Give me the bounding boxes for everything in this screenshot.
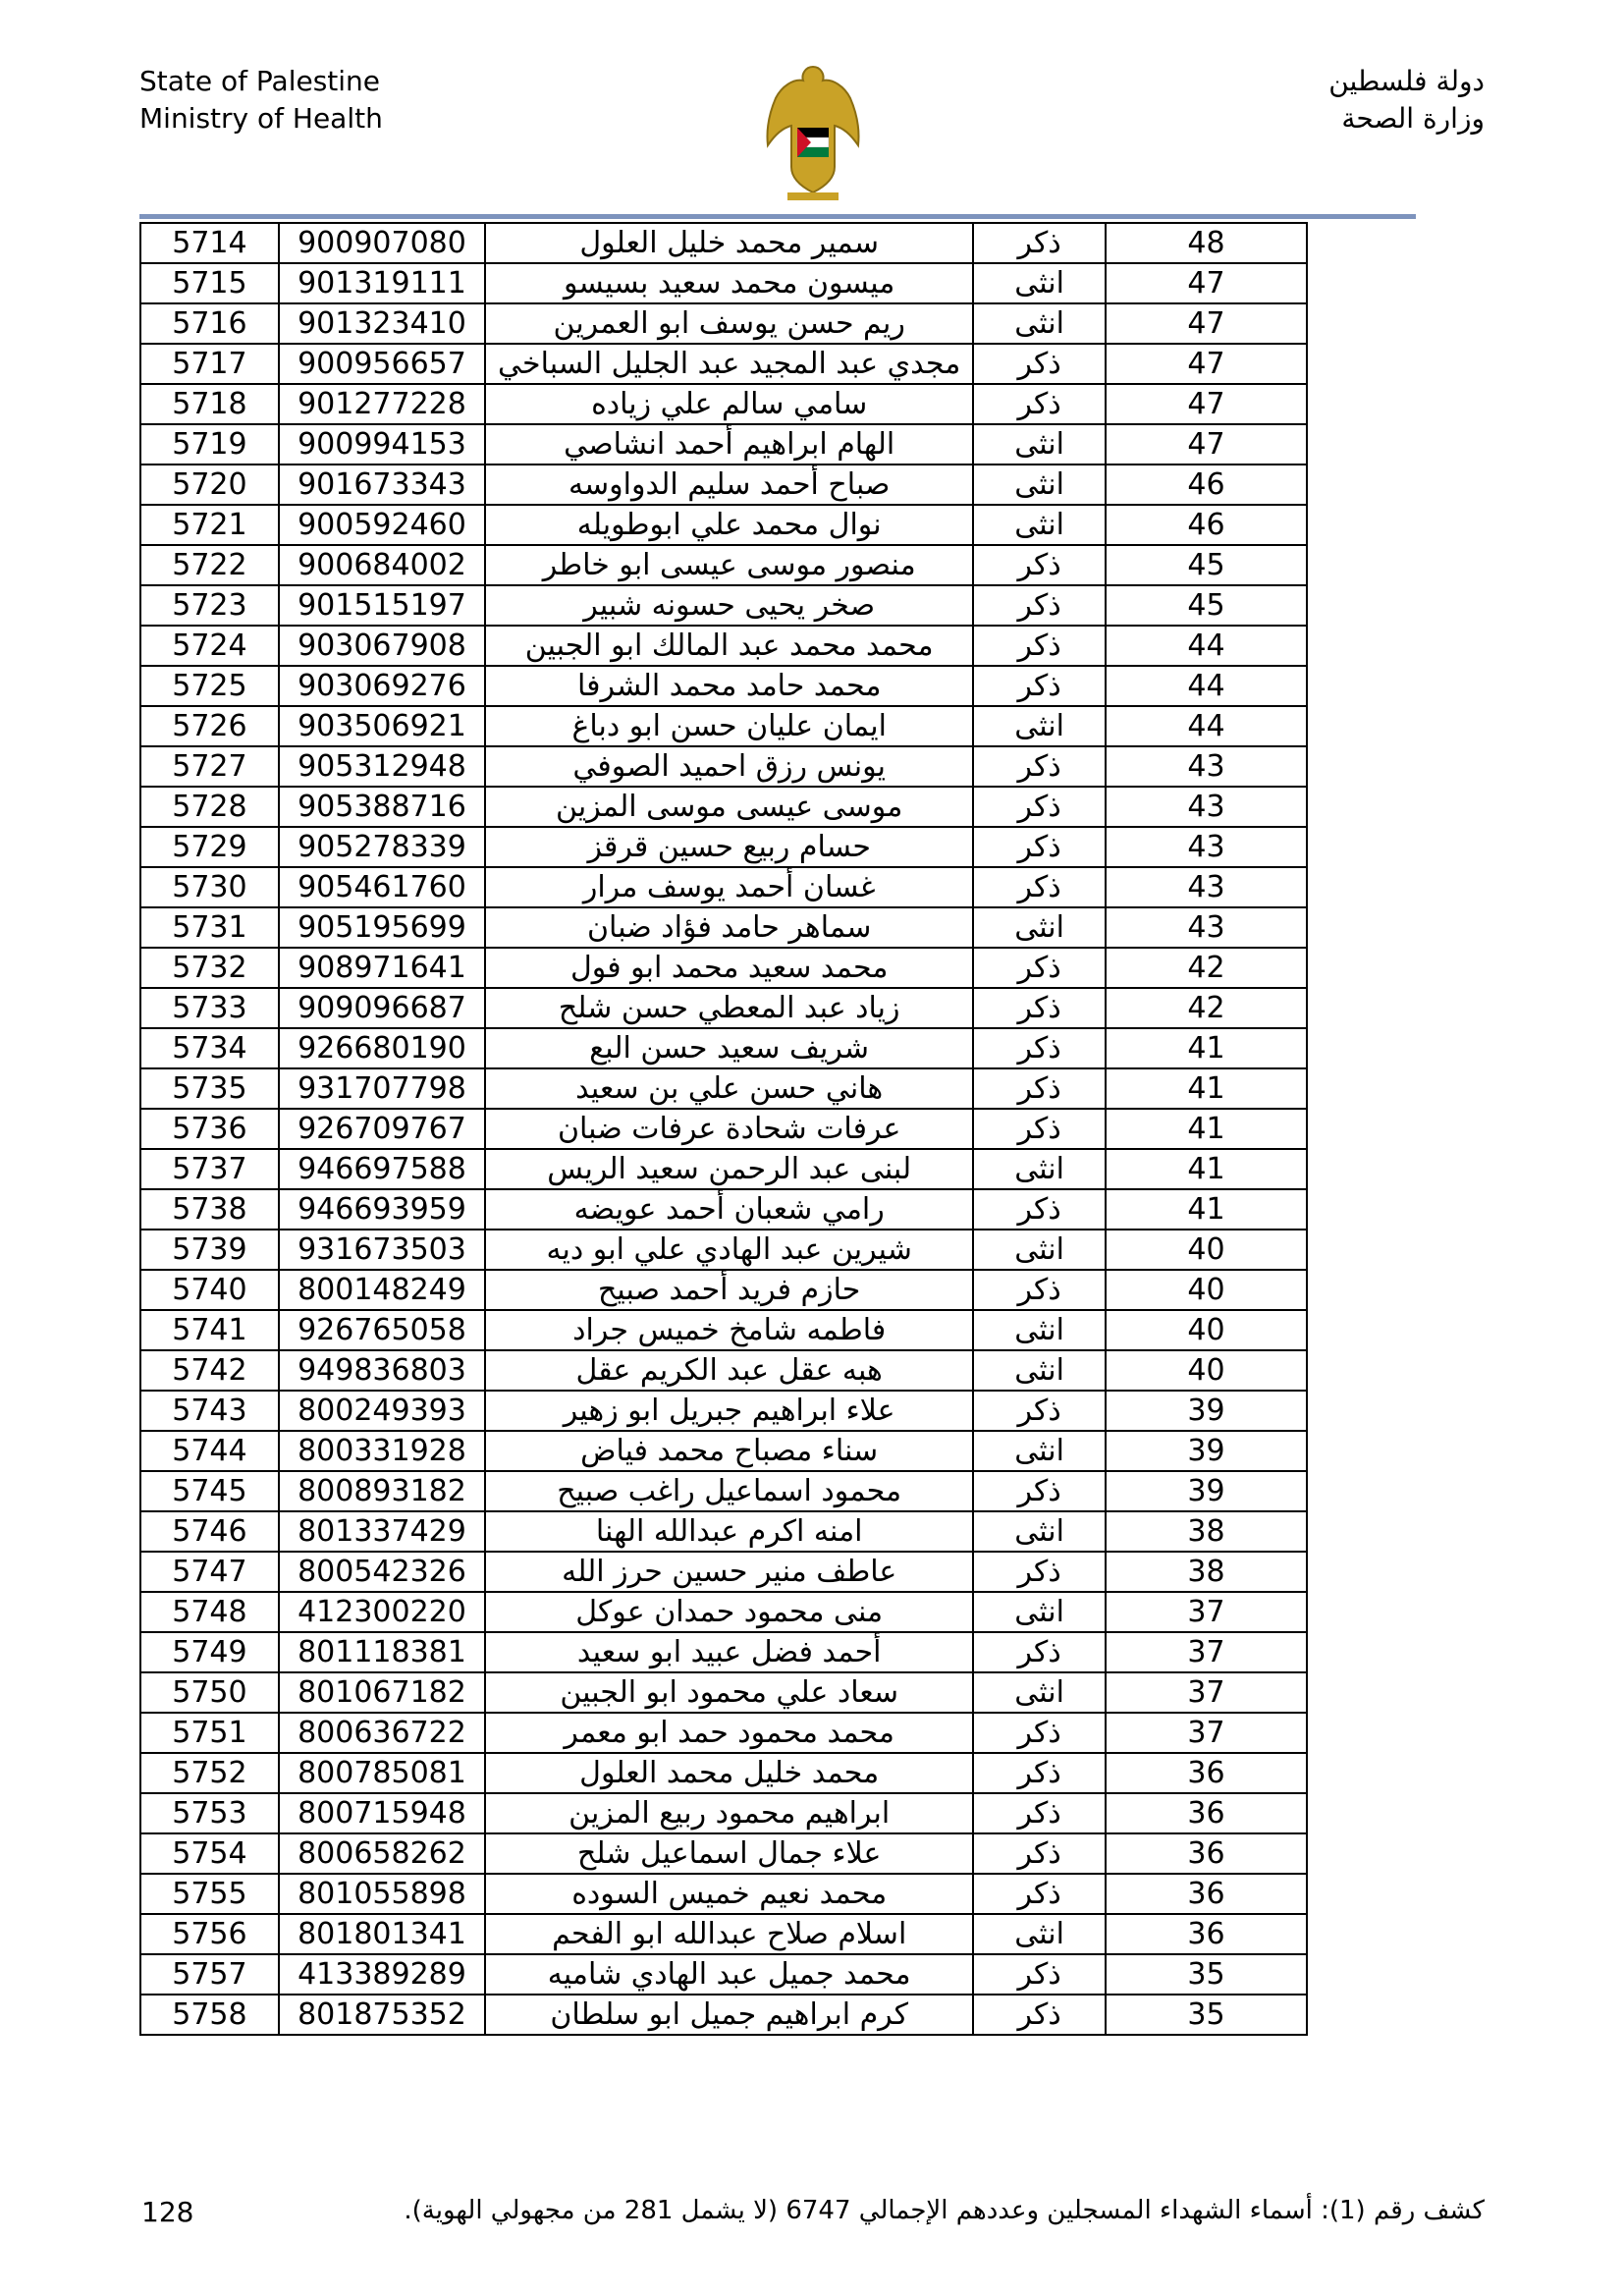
gender-cell: ذكر: [973, 1713, 1106, 1753]
age-cell: 35: [1106, 1954, 1307, 1995]
age-cell: 36: [1106, 1914, 1307, 1954]
id-number-cell: 801875352: [279, 1995, 485, 2035]
table-row: [140, 1672, 1307, 1713]
age-cell: 36: [1106, 1874, 1307, 1914]
table-row: [140, 787, 1307, 827]
name-cell: ريم حسن يوسف ابو العمرين: [485, 303, 973, 344]
name-cell: محمد جميل عبد الهادي شاميه: [485, 1954, 973, 1995]
age-cell: 43: [1106, 907, 1307, 948]
serial-number-cell: 5755: [140, 1874, 279, 1914]
serial-number-cell: 5732: [140, 948, 279, 988]
name-cell: محمد محمود حمد ابو معمر: [485, 1713, 973, 1753]
gender-cell: ذكر: [973, 223, 1106, 263]
id-number-cell: 901515197: [279, 585, 485, 626]
table-row: [140, 1632, 1307, 1672]
age-cell: 41: [1106, 1109, 1307, 1149]
name-cell: هبه عقل عبد الكريم عقل: [485, 1350, 973, 1391]
gender-cell: ذكر: [973, 1552, 1106, 1592]
gender-cell: انثى: [973, 303, 1106, 344]
id-number-cell: 900994153: [279, 424, 485, 465]
table-row: [140, 1592, 1307, 1632]
table-row: [140, 1833, 1307, 1874]
id-number-cell: 801118381: [279, 1632, 485, 1672]
gender-cell: انثى: [973, 465, 1106, 505]
id-number-cell: 905278339: [279, 827, 485, 867]
serial-number-cell: 5740: [140, 1270, 279, 1310]
gender-cell: ذكر: [973, 948, 1106, 988]
table-row: [140, 545, 1307, 585]
serial-number-cell: 5750: [140, 1672, 279, 1713]
id-number-cell: 949836803: [279, 1350, 485, 1391]
gender-cell: انثى: [973, 1310, 1106, 1350]
age-cell: 42: [1106, 988, 1307, 1028]
serial-number-cell: 5728: [140, 787, 279, 827]
name-cell: محمود اسماعيل راغب صبيح: [485, 1471, 973, 1511]
gender-cell: ذكر: [973, 626, 1106, 666]
id-number-cell: 946693959: [279, 1189, 485, 1230]
header-ministry-en: Ministry of Health: [139, 102, 383, 135]
id-number-cell: 905388716: [279, 787, 485, 827]
gender-cell: انثى: [973, 1592, 1106, 1632]
age-cell: 46: [1106, 465, 1307, 505]
serial-number-cell: 5742: [140, 1350, 279, 1391]
header-country-en: State of Palestine: [139, 65, 381, 97]
serial-number-cell: 5735: [140, 1068, 279, 1109]
age-cell: 47: [1106, 344, 1307, 384]
table-row: [140, 666, 1307, 706]
id-number-cell: 905195699: [279, 907, 485, 948]
table-row: [140, 988, 1307, 1028]
page-number: 128: [141, 2196, 194, 2228]
name-cell: مجدي عبد المجيد عبد الجليل السباخي: [485, 344, 973, 384]
gender-cell: ذكر: [973, 1995, 1106, 2035]
table-row: [140, 626, 1307, 666]
id-number-cell: 901323410: [279, 303, 485, 344]
table-row: [140, 1149, 1307, 1189]
serial-number-cell: 5718: [140, 384, 279, 424]
name-cell: الهام ابراهيم أحمد انشاصي: [485, 424, 973, 465]
age-cell: 40: [1106, 1230, 1307, 1270]
id-number-cell: 905312948: [279, 746, 485, 787]
gender-cell: ذكر: [973, 1632, 1106, 1672]
gender-cell: ذكر: [973, 867, 1106, 907]
id-number-cell: 800785081: [279, 1753, 485, 1793]
id-number-cell: 900907080: [279, 223, 485, 263]
age-cell: 44: [1106, 666, 1307, 706]
serial-number-cell: 5739: [140, 1230, 279, 1270]
age-cell: 44: [1106, 626, 1307, 666]
id-number-cell: 926709767: [279, 1109, 485, 1149]
serial-number-cell: 5717: [140, 344, 279, 384]
gender-cell: انثى: [973, 1914, 1106, 1954]
serial-number-cell: 5729: [140, 827, 279, 867]
id-number-cell: 800715948: [279, 1793, 485, 1833]
table-row: [140, 1270, 1307, 1310]
gender-cell: ذكر: [973, 344, 1106, 384]
id-number-cell: 903506921: [279, 706, 485, 746]
gender-cell: ذكر: [973, 545, 1106, 585]
table-row: [140, 948, 1307, 988]
name-cell: موسى عيسى موسى المزين: [485, 787, 973, 827]
name-cell: ابراهيم محمود ربيع المزين: [485, 1793, 973, 1833]
gender-cell: ذكر: [973, 1028, 1106, 1068]
serial-number-cell: 5725: [140, 666, 279, 706]
serial-number-cell: 5756: [140, 1914, 279, 1954]
table-row: [140, 303, 1307, 344]
name-cell: سامي سالم علي زياده: [485, 384, 973, 424]
table-row: [140, 1995, 1307, 2035]
id-number-cell: 801337429: [279, 1511, 485, 1552]
age-cell: 45: [1106, 545, 1307, 585]
id-number-cell: 900592460: [279, 505, 485, 545]
name-cell: منصور موسى عيسى ابو خاطر: [485, 545, 973, 585]
table-row: [140, 1511, 1307, 1552]
footer-caption: كشف رقم (1): أسماء الشهداء المسجلين وعددهم الإجمالي 6747 (لا يشمل 281 من مجهولي الهوية).: [404, 2196, 1485, 2225]
age-cell: 46: [1106, 505, 1307, 545]
age-cell: 47: [1106, 303, 1307, 344]
age-cell: 35: [1106, 1995, 1307, 2035]
gender-cell: انثى: [973, 505, 1106, 545]
id-number-cell: 801055898: [279, 1874, 485, 1914]
serial-number-cell: 5733: [140, 988, 279, 1028]
name-cell: زياد عبد المعطي حسن شلح: [485, 988, 973, 1028]
gender-cell: ذكر: [973, 746, 1106, 787]
serial-number-cell: 5737: [140, 1149, 279, 1189]
name-cell: محمد حامد محمد الشرفا: [485, 666, 973, 706]
serial-number-cell: 5721: [140, 505, 279, 545]
age-cell: 41: [1106, 1028, 1307, 1068]
serial-number-cell: 5724: [140, 626, 279, 666]
gender-cell: ذكر: [973, 384, 1106, 424]
serial-number-cell: 5720: [140, 465, 279, 505]
id-number-cell: 901277228: [279, 384, 485, 424]
name-cell: لبنى عبد الرحمن سعيد الريس: [485, 1149, 973, 1189]
table-row: [140, 907, 1307, 948]
age-cell: 40: [1106, 1350, 1307, 1391]
serial-number-cell: 5730: [140, 867, 279, 907]
gender-cell: ذكر: [973, 1833, 1106, 1874]
age-cell: 43: [1106, 787, 1307, 827]
eagle-emblem-icon: [754, 59, 872, 206]
gender-cell: ذكر: [973, 988, 1106, 1028]
serial-number-cell: 5736: [140, 1109, 279, 1149]
age-cell: 43: [1106, 746, 1307, 787]
id-number-cell: 800658262: [279, 1833, 485, 1874]
age-cell: 37: [1106, 1632, 1307, 1672]
name-cell: يونس رزق احميد الصوفي: [485, 746, 973, 787]
table-row: [140, 1431, 1307, 1471]
martyrs-table: [139, 222, 1308, 2036]
age-cell: 47: [1106, 424, 1307, 465]
name-cell: عرفات شحادة عرفات ضبان: [485, 1109, 973, 1149]
serial-number-cell: 5758: [140, 1995, 279, 2035]
id-number-cell: 931707798: [279, 1068, 485, 1109]
name-cell: نوال محمد علي ابوطويله: [485, 505, 973, 545]
header-divider: [139, 214, 1416, 219]
serial-number-cell: 5727: [140, 746, 279, 787]
name-cell: ميسون محمد سعيد بسيسو: [485, 263, 973, 303]
gender-cell: ذكر: [973, 1471, 1106, 1511]
table-row: [140, 706, 1307, 746]
name-cell: صباح أحمد سليم الدواوسه: [485, 465, 973, 505]
serial-number-cell: 5714: [140, 223, 279, 263]
name-cell: حازم فريد أحمد صبيح: [485, 1270, 973, 1310]
name-cell: رامي شعبان أحمد عويضه: [485, 1189, 973, 1230]
name-cell: سناء مصباح محمد فياض: [485, 1431, 973, 1471]
gender-cell: ذكر: [973, 787, 1106, 827]
name-cell: امنه اكرم عبدالله الهنا: [485, 1511, 973, 1552]
serial-number-cell: 5746: [140, 1511, 279, 1552]
table-row: [140, 585, 1307, 626]
serial-number-cell: 5722: [140, 545, 279, 585]
age-cell: 43: [1106, 867, 1307, 907]
age-cell: 48: [1106, 223, 1307, 263]
id-number-cell: 946697588: [279, 1149, 485, 1189]
age-cell: 37: [1106, 1592, 1307, 1632]
gender-cell: انثى: [973, 1672, 1106, 1713]
name-cell: منى محمود حمدان عوكل: [485, 1592, 973, 1632]
serial-number-cell: 5744: [140, 1431, 279, 1471]
gender-cell: ذكر: [973, 1391, 1106, 1431]
name-cell: شيرين عبد الهادي علي ابو ديه: [485, 1230, 973, 1270]
name-cell: غسان أحمد يوسف مرار: [485, 867, 973, 907]
serial-number-cell: 5738: [140, 1189, 279, 1230]
gender-cell: ذكر: [973, 1793, 1106, 1833]
table-row: [140, 1350, 1307, 1391]
age-cell: 36: [1106, 1833, 1307, 1874]
gender-cell: انثى: [973, 263, 1106, 303]
name-cell: حسام ربيع حسين قرقز: [485, 827, 973, 867]
gender-cell: ذكر: [973, 1874, 1106, 1914]
name-cell: اسلام صلاح عبدالله ابو الفحم: [485, 1914, 973, 1954]
name-cell: علاء جمال اسماعيل شلح: [485, 1833, 973, 1874]
age-cell: 41: [1106, 1189, 1307, 1230]
table-row: [140, 1713, 1307, 1753]
serial-number-cell: 5743: [140, 1391, 279, 1431]
table-row: [140, 344, 1307, 384]
gender-cell: ذكر: [973, 1753, 1106, 1793]
table-row: [140, 505, 1307, 545]
age-cell: 36: [1106, 1753, 1307, 1793]
name-cell: أحمد فضل عبيد ابو سعيد: [485, 1632, 973, 1672]
name-cell: علاء ابراهيم جبريل ابو زهير: [485, 1391, 973, 1431]
age-cell: 39: [1106, 1431, 1307, 1471]
gender-cell: انثى: [973, 1511, 1106, 1552]
id-number-cell: 801067182: [279, 1672, 485, 1713]
id-number-cell: 800542326: [279, 1552, 485, 1592]
table-row: [140, 263, 1307, 303]
id-number-cell: 800893182: [279, 1471, 485, 1511]
age-cell: 40: [1106, 1310, 1307, 1350]
table-row: [140, 1310, 1307, 1350]
name-cell: فاطمه شامخ خميس جراد: [485, 1310, 973, 1350]
serial-number-cell: 5726: [140, 706, 279, 746]
name-cell: سمير محمد خليل العلول: [485, 223, 973, 263]
serial-number-cell: 5749: [140, 1632, 279, 1672]
name-cell: هاني حسن علي بن سعيد: [485, 1068, 973, 1109]
table-row: [140, 1391, 1307, 1431]
name-cell: كرم ابراهيم جميل ابو سلطان: [485, 1995, 973, 2035]
table-row: [140, 465, 1307, 505]
id-number-cell: 926680190: [279, 1028, 485, 1068]
serial-number-cell: 5748: [140, 1592, 279, 1632]
header-country-ar: دولة فلسطين: [1328, 65, 1485, 97]
table-row: [140, 1230, 1307, 1270]
gender-cell: ذكر: [973, 585, 1106, 626]
gender-cell: ذكر: [973, 1189, 1106, 1230]
name-cell: محمد محمد عبد المالك ابو الجبين: [485, 626, 973, 666]
serial-number-cell: 5716: [140, 303, 279, 344]
age-cell: 39: [1106, 1471, 1307, 1511]
name-cell: صخر يحيى حسونه شبير: [485, 585, 973, 626]
id-number-cell: 412300220: [279, 1592, 485, 1632]
header-ministry-ar: وزارة الصحة: [1341, 102, 1485, 135]
header-english: [139, 63, 383, 137]
id-number-cell: 908971641: [279, 948, 485, 988]
gender-cell: ذكر: [973, 1954, 1106, 1995]
gender-cell: ذكر: [973, 1270, 1106, 1310]
id-number-cell: 903069276: [279, 666, 485, 706]
age-cell: 38: [1106, 1552, 1307, 1592]
table-row: [140, 1068, 1307, 1109]
gender-cell: انثى: [973, 706, 1106, 746]
age-cell: 38: [1106, 1511, 1307, 1552]
age-cell: 47: [1106, 384, 1307, 424]
gender-cell: ذكر: [973, 827, 1106, 867]
serial-number-cell: 5754: [140, 1833, 279, 1874]
table-row: [140, 1471, 1307, 1511]
name-cell: شريف سعيد حسن البع: [485, 1028, 973, 1068]
age-cell: 36: [1106, 1793, 1307, 1833]
age-cell: 44: [1106, 706, 1307, 746]
gender-cell: انثى: [973, 907, 1106, 948]
serial-number-cell: 5753: [140, 1793, 279, 1833]
gender-cell: ذكر: [973, 666, 1106, 706]
age-cell: 37: [1106, 1672, 1307, 1713]
id-number-cell: 800148249: [279, 1270, 485, 1310]
serial-number-cell: 5751: [140, 1713, 279, 1753]
serial-number-cell: 5715: [140, 263, 279, 303]
id-number-cell: 931673503: [279, 1230, 485, 1270]
serial-number-cell: 5723: [140, 585, 279, 626]
age-cell: 41: [1106, 1068, 1307, 1109]
age-cell: 42: [1106, 948, 1307, 988]
table-row: [140, 1109, 1307, 1149]
id-number-cell: 900956657: [279, 344, 485, 384]
gender-cell: انثى: [973, 424, 1106, 465]
name-cell: محمد خليل محمد العلول: [485, 1753, 973, 1793]
header-arabic: [1328, 63, 1485, 137]
age-cell: 45: [1106, 585, 1307, 626]
table-row: [140, 1189, 1307, 1230]
table-row: [140, 746, 1307, 787]
table-row: [140, 384, 1307, 424]
id-number-cell: 905461760: [279, 867, 485, 907]
serial-number-cell: 5741: [140, 1310, 279, 1350]
table-row: [140, 1552, 1307, 1592]
id-number-cell: 900684002: [279, 545, 485, 585]
table-row: [140, 1028, 1307, 1068]
table-row: [140, 827, 1307, 867]
gender-cell: انثى: [973, 1149, 1106, 1189]
id-number-cell: 800249393: [279, 1391, 485, 1431]
gender-cell: انثى: [973, 1431, 1106, 1471]
id-number-cell: 800636722: [279, 1713, 485, 1753]
table-row: [140, 867, 1307, 907]
table-row: [140, 1874, 1307, 1914]
serial-number-cell: 5719: [140, 424, 279, 465]
table-row: [140, 1914, 1307, 1954]
id-number-cell: 909096687: [279, 988, 485, 1028]
id-number-cell: 901673343: [279, 465, 485, 505]
id-number-cell: 800331928: [279, 1431, 485, 1471]
table-row: [140, 1753, 1307, 1793]
id-number-cell: 901319111: [279, 263, 485, 303]
name-cell: محمد سعيد محمد ابو فول: [485, 948, 973, 988]
table-row: [140, 223, 1307, 263]
name-cell: سعاد علي محمود ابو الجبين: [485, 1672, 973, 1713]
id-number-cell: 801801341: [279, 1914, 485, 1954]
serial-number-cell: 5731: [140, 907, 279, 948]
id-number-cell: 413389289: [279, 1954, 485, 1995]
id-number-cell: 926765058: [279, 1310, 485, 1350]
gender-cell: انثى: [973, 1350, 1106, 1391]
name-cell: عاطف منير حسين حرز الله: [485, 1552, 973, 1592]
gender-cell: ذكر: [973, 1109, 1106, 1149]
gender-cell: انثى: [973, 1230, 1106, 1270]
serial-number-cell: 5752: [140, 1753, 279, 1793]
table-row: [140, 424, 1307, 465]
serial-number-cell: 5747: [140, 1552, 279, 1592]
age-cell: 41: [1106, 1149, 1307, 1189]
gender-cell: ذكر: [973, 1068, 1106, 1109]
age-cell: 37: [1106, 1713, 1307, 1753]
serial-number-cell: 5734: [140, 1028, 279, 1068]
serial-number-cell: 5745: [140, 1471, 279, 1511]
table-row: [140, 1954, 1307, 1995]
name-cell: سماهر حامد فؤاد ضبان: [485, 907, 973, 948]
name-cell: محمد نعيم خميس السوده: [485, 1874, 973, 1914]
age-cell: 43: [1106, 827, 1307, 867]
age-cell: 40: [1106, 1270, 1307, 1310]
serial-number-cell: 5757: [140, 1954, 279, 1995]
age-cell: 47: [1106, 263, 1307, 303]
name-cell: ايمان عليان حسن ابو دباغ: [485, 706, 973, 746]
id-number-cell: 903067908: [279, 626, 485, 666]
age-cell: 39: [1106, 1391, 1307, 1431]
table-row: [140, 1793, 1307, 1833]
